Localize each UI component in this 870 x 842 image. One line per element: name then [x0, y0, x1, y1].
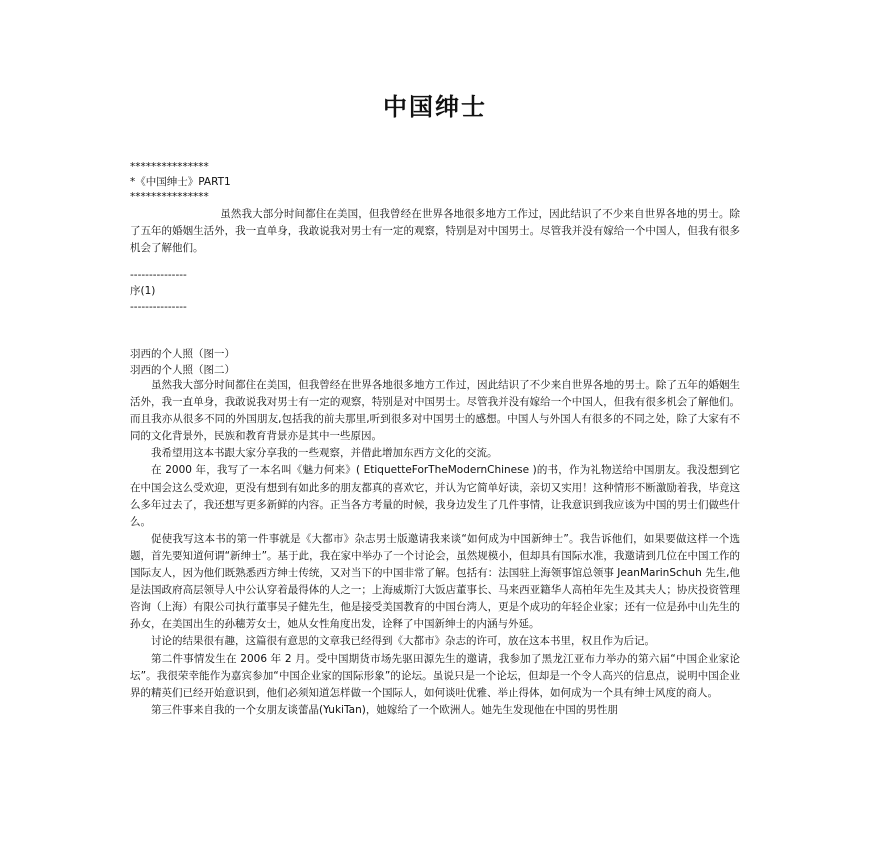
photo-caption-1: 羽西的个人照（图一） [130, 348, 235, 360]
section-label: 序(1) [130, 285, 156, 297]
intro-paragraph-block [130, 206, 740, 257]
body-paragraph: 促使我写这本书的第一件事就是《大都市》杂志男士版邀请我来谈“如何成为中国新绅士”。我告诉他们，如果要做这样一个选题，首先要知道何谓“新绅士”。基于此，我在家中举办了一个讨论会，虽然规模小，但却具有国际水准，我邀请到几位在中国工作的国际友人，因为他们既熟悉西方绅士传统，又对当下的中国非常了解。包括有：法国驻上海领事馆总领事 JeanMarinSchuh 先生,他是法国政府高层领导人中公认穿着最得体的人之一；上海威斯汀大饭店董事长、马来西亚籍华人高柏年先生及其夫人；协庆投资管理咨询（上海）有限公司执行董事吴子健先生，他是接受美国教育的中国台湾人，更是个成功的年轻企业家；还有一位是孙中山先生的孙女，在美国出生的孙穗芳女士，她从女性角度出发，诠释了中国新绅士的内涵与外延。 [130, 532, 740, 631]
body-paragraph: 第三件事来自我的一个女朋友谈蕾晶(YukiTan)，她嫁给了一个欧洲人。她先生发现他在中国的男性朋 [151, 703, 618, 716]
header-stars-top: *************** [130, 161, 209, 173]
body-paragraph: 虽然我大部分时间都住在美国，但我曾经在世界各地很多地方工作过，因此结识了不少来自世界各地的男士。除了五年的婚姻生活外，我一直单身，我敢说我对男士有一定的观察，特别是对中国男士。尽管我并没有嫁给一个中国人，但我有很多机会了解他们。而且我亦从很多不同的外国朋友,包括我的前夫那里,听到很多对中国男士的感想。中国人与外国人有很多的不同之处，除了大家有不同的文化背景外，民族和教育背景亦是其中一些原因。 [130, 379, 740, 443]
body-paragraph: 讨论的结果很有趣，这篇很有意思的文章我已经得到《大都市》杂志的许可，放在这本书里，权且作为后记。 [151, 635, 655, 648]
body-text [130, 377, 740, 719]
photo-caption-2: 羽西的个人照（图二） [130, 364, 235, 376]
header-part-label: *《中国绅士》PART1 [130, 176, 231, 188]
intro-paragraph: 虽然我大部分时间都住在美国，但我曾经在世界各地很多地方工作过，因此结识了不少来自世界各地的男士。除了五年的婚姻生活外，我一直单身，我敢说我对男士有一定的观察，特别是对中国男士。尽管我并没有嫁给一个中国人，但我有很多机会了解他们。 [130, 208, 740, 255]
header-stars-bottom: *************** [130, 191, 209, 203]
body-paragraph: 第二件事情发生在 2006 年 2 月。受中国期货市场先驱田源先生的邀请，我参加了黑龙江亚布力举办的第六届“中国企业家论坛”。我很荣幸能作为嘉宾参加“中国企业家的国际形象”的论坛。虽说只是一个论坛，但却是一个令人高兴的信息点，说明中国企业界的精英们已经开始意识到，他们必须知道怎样做一个国际人，如何谈吐优雅、举止得体，如何成为一个具有绅士风度的商人。 [130, 652, 740, 699]
body-paragraph: 我希望用这本书跟大家分享我的一些观察，并借此增加东西方文化的交流。 [151, 447, 498, 460]
body-paragraph: 在 2000 年，我写了一本名叫《魅力何来》( EtiquetteForTheModernChinese )的书，作为礼物送给中国朋友。我没想到它在中国会这么受欢迎，更没有想到有如此多的朋友都真的喜欢它，并认为它简单好读，亲切又实用！这种情形不断激励着我，毕竟这么多年过去了，我还想写更多新鲜的内容。正当各方考量的时候，我身边发生了几件事情，让我意识到我应该为中国的男士们做些什么。 [130, 464, 740, 528]
section-dashes-bottom: --------------- [130, 301, 187, 313]
document-title: 中国绅士 [383, 93, 487, 121]
section-dashes-top: --------------- [130, 269, 187, 281]
